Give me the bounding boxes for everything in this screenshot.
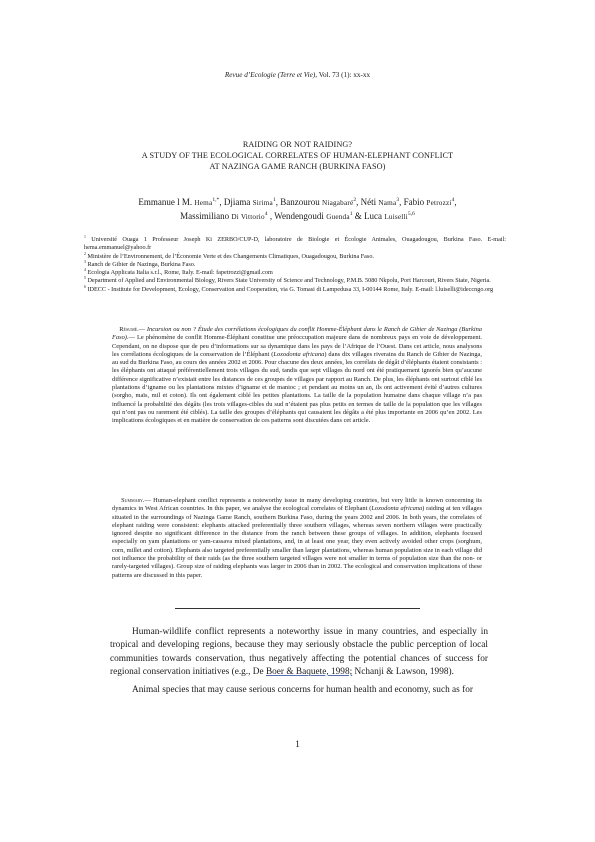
journal-name: Revue d’Ecologie (Terre et Vie) (224, 71, 316, 79)
author: Fabio Petrozzi$^4$, (403, 197, 457, 207)
title-line-1: RAIDING OR NOT RAIDING? (242, 140, 353, 149)
author: Massimiliano Di Vittorio$^4$ , (180, 210, 275, 221)
author-line-1 (50, 196, 545, 210)
citation-link[interactable]: Boer & Baquete, 1998; (265, 666, 353, 677)
author-line-2 (50, 210, 545, 224)
title-line-3: AT NAZINGA GAME RANCH (BURKINA FASO) (209, 161, 386, 171)
resume-title: Incursion ou non ? Étude des corrélations écologiques du conflit Homme-Éléphant dans le Ranch de Gibier de Nazinga (Burkina Faso) (112, 326, 483, 342)
title-line-2: A STUDY OF THE ECOLOGICAL CORRELATES OF HUMAN-ELEPHANT CONFLICT (141, 150, 454, 160)
author: Banzourou Niagabaré$^2$, (280, 197, 361, 207)
body-paragraph-1: Human-wildlife conflict represents a noteworthy issue in many countries, and especially in tropical and developing regions, because they may seriously obstacle the public perception of local communities towards conservation, thus negatively affecting the potential chances of success for regional conservation initiatives (e.g., De Boer & Baquete, 1998; Nchanji & Lawson, 1998). (110, 627, 488, 677)
affiliation-5: $^5$ Department of Applied and Environmental Biology, Rivers State University of Science and Technology, P.M.B. 5080 Nkpolu, Port Harcourt, Rivers State, Nigeria. (84, 276, 491, 285)
body-paragraph-2: Animal species that may cause serious concerns for human health and economy, such as for (132, 685, 473, 695)
author: Luca Luiselli$^{5,6}$ (364, 210, 415, 221)
journal-volume: , Vol. 73 (1): xx-xx (315, 71, 371, 79)
resume-abstract: Résumé.— Incursion ou non ? Étude des corrélations écologiques du conflit Homme-Éléphant dans le Ranch de Gibier de Nazinga (Burkina Faso).— Le phénomène de conflit Homme-Éléphant constitue une préoccupation majeure dans de nombreux pays en voie de développement. Cependant, on ne dispose que de peu d’informations sur sa dynamique dans les pays de l’Afrique de l’Ouest. Dans cet article, nous analysons les corrélations écologiques de la conservation de l’Éléphant (Loxodonta africana) dans dix villages riverains du Ranch de Gibier de Nazinga, au sud du Burkina Faso, au cours des années 2002 et 2006. Pour chacune des deux années, les corrélats de dégât d’éléphants étaient consistants : les éléphants ont attaqué préférentiellement trois villages du sud, tandis que sept villages du nord ont été pratiquement ignorés bien qu’aucune différence significative n’existait entre les distances de ces groupes de villages par rapport au Ranch. De plus, les éléphants ont surtout ciblé les plantations d’igname ou les plantations mixtes d’igname et de manioc ; et pendant au moins un an, ils ont activement évité d’autres cultures (sorgho, maïs, mil et coton). Ils ont également ciblé les petites plantations. La taille de la population humaine dans chaque village n’a pas influencé la probabilité des dégâts (les trois villages-cibles du sud n’étaient pas plus petits en termes de taille de la population que les villages qui n’ont pas ou rarement été ciblés). La taille des groupes d’éléphants qui causaient les dégâts a été plus importante en 2006 qu’en 2002. Les implications écologiques et en matière de conservation de ces patterns sont discutées dans cet article. (112, 326, 483, 425)
author: Djiama Sirima$^1$, (223, 197, 281, 207)
affiliation-2: $^2$ Ministère de l’Environnement, de l’Économie Verte et des Changements Climatiques, Ouagadougou, Burkina Faso. (84, 251, 374, 260)
page-number: 1 (295, 740, 300, 750)
journal-header (0, 71, 595, 79)
affiliation-6: $^6$ IDECC - Institute for Development, Ecology, Conservation and Cooperation, via G. Tomasi di Lampedusa 33, I-00144 Rome, Italy. E-mail: l.luiselli@ideccngo.org (84, 284, 494, 293)
author-list (50, 196, 545, 223)
species-name: Loxodonta africana (273, 350, 325, 358)
affiliations (84, 236, 506, 294)
resume-heading: Résumé (119, 326, 138, 333)
paper-title (60, 140, 535, 172)
author: Emmanue l M. Hema$^{1,*}$, (138, 197, 224, 207)
summary-heading: Summary (121, 497, 143, 504)
author: Wendengoudi Guenda$^1$ & (274, 210, 365, 221)
species-name: Loxodonta africana (371, 505, 423, 513)
affiliation-4: $^4$ Ecologia Applicata Italia s.r.l., Rome, Italy. E-mail: fapetrozzi@gmail.com (84, 268, 273, 277)
section-divider (175, 608, 420, 609)
affiliation-1: $^1$ Université Ouaga 1 Professeur Joseph Ki ZERBO/CUP-D, laboratoire de Biologie et Écologie Animales, Ouagadougou, Burkina Faso. E-mail: hema.emmanuel@yahoo.fr (84, 234, 507, 252)
author: Néti Nama$^3$, (360, 197, 404, 207)
affiliation-3: $^3$ Ranch de Gibier de Nazinga, Burkina Faso. (84, 259, 196, 268)
summary-abstract: Summary.— Human-elephant conflict represents a noteworthy issue in many developing countries, but very little is known concerning its dynamics in West African countries. In this paper, we analyse the ecological correlates of Elephant (Loxodonta africana) raiding at ten villages situated in the surroundings of Nazinga Game Ranch, southern Burkina Faso, during the years 2002 and 2006. In both years, the correlates of elephant raiding were consistent: elephants attacked preferentially three southern villages, whereas seven northern villages were practically ignored despite no significant difference in the distance from the ranch between these groups of villages. In addition, elephants focused especially on yam plantations or yam-cassava mixed plantations, and, in at least one year, they even actively avoided other crops (sorghum, corn, millet and cotton). Elephants also targeted preferentially smaller than larger plantations, whereas human population size in each village did not influence the probability of their raids (as the three southern targeted villages were not smaller in terms of population size than the non- or rarely-targeted villages). Group size of raiding elephants was larger in 2006 than in 2002. The ecological and conservation implications of these patterns are discussed in this paper. (112, 497, 483, 579)
